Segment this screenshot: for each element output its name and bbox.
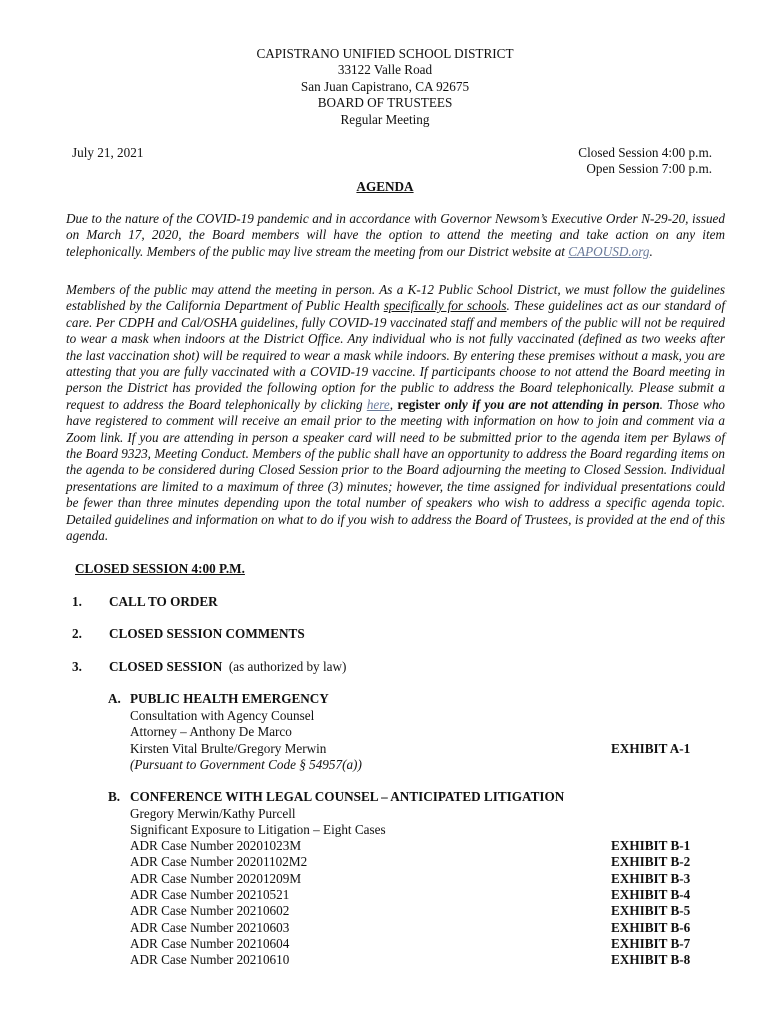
not-attending-bold: only if you are not attending in person: [444, 396, 660, 412]
public-participation-notice: [66, 282, 725, 545]
cdph-guidelines-link[interactable]: specifically for schools: [383, 298, 507, 314]
subitem-letter-b: B.: [108, 789, 121, 804]
closed-session-heading: CLOSED SESSION 4:00 P.M.: [75, 561, 245, 576]
public-text-1: Members of the public may attend the meeting in person. As a K-12 Public School District, we must follow the guidelines established by the California Department of Public Health: [66, 282, 725, 314]
register-here-link[interactable]: here: [366, 396, 390, 412]
case-exhibit: EXHIBIT B-8: [611, 952, 691, 967]
case-label: ADR Case Number 20210604: [130, 936, 290, 951]
agenda-title: AGENDA: [356, 179, 414, 194]
covid-notice-end: .: [649, 243, 653, 259]
address-line-1: 33122 Valle Road: [337, 62, 433, 78]
case-label: ADR Case Number 20210521: [130, 887, 290, 902]
case-exhibit: EXHIBIT B-7: [611, 936, 691, 951]
item-title-closed-session-comments: CLOSED SESSION COMMENTS: [109, 626, 305, 641]
case-exhibit: EXHIBIT B-4: [611, 887, 691, 902]
meeting-type: Regular Meeting: [340, 111, 430, 127]
public-text-4: . Those who have registered to comment will receive an email prior to the meeting with information on how to join and comment via a Zoom link. If you are attending in person a speaker card will need to be submitted prior to the agenda item per Bylaws of the Board 9323, Meeting Conduct. Members of the public shall have an opportunity to address the Board regarding items on the agenda to be considered during Closed Session prior to the Board adjourning the meeting to Closed Session. Individual presentations are limited to a maximum of three (3) minutes; however, the time assigned for individual presentations could be fewer than three minutes depending upon the total number of speakers who wish to address a specific agenda topic. Detailed guidelines and information on what to do if you wish to address the Board of Trustees, is provided at the end of this agenda.: [66, 396, 726, 544]
letterhead: [0, 46, 770, 128]
case-label: ADR Case Number 20201102M2: [130, 854, 308, 869]
meeting-date: July 21, 2021: [72, 145, 144, 160]
case-exhibit: EXHIBIT B-2: [611, 854, 691, 869]
register-bold: register: [397, 396, 445, 412]
district-name: CAPISTRANO UNIFIED SCHOOL DISTRICT: [256, 46, 514, 61]
item-title-call-to-order: CALL TO ORDER: [109, 594, 218, 609]
item-number: 2.: [72, 626, 82, 641]
subitem-b-title: CONFERENCE WITH LEGAL COUNSEL – ANTICIPATED LITIGATION: [130, 789, 565, 804]
public-text-3: ,: [389, 396, 398, 412]
public-text-2: . These guidelines act as our standard of care. Per CDPH and Cal/OSHA guidelines, fully COVID-19 vaccinated staff and members of the public will not be required to wear a mask when indoors at the District Office. Any individual who is not fully vaccinated (defined as two weeks after the last vaccination shot) will be required to wear a mask while indoors. By entering these premises without a mask, you are attesting that you are fully vaccinated with a COVID-19 vaccine. If participants choose to not attend the Board meeting in person the District has provided the following option for the public to address the Board telephonically. Please submit a request to address the Board telephonically by clicking: [66, 298, 725, 412]
address-line-2: San Juan Capistrano, CA 92675: [300, 78, 470, 94]
subitem-b-line: Significant Exposure to Litigation – Eight Cases: [130, 822, 386, 837]
item-title-closed-session: [109, 659, 346, 675]
subitem-a-line: Attorney – Anthony De Marco: [130, 724, 292, 739]
exhibit-a-1-label: EXHIBIT A-1: [611, 741, 691, 756]
session-times: [578, 145, 712, 178]
subitem-letter-a: A.: [108, 691, 121, 706]
case-label: ADR Case Number 20210602: [130, 903, 290, 918]
case-exhibit: EXHIBIT B-6: [611, 920, 691, 935]
board-name: BOARD OF TRUSTEES: [317, 95, 453, 111]
case-exhibit: EXHIBIT B-3: [611, 871, 691, 886]
subitem-b-line: Gregory Merwin/Kathy Purcell: [130, 806, 296, 821]
item-title-text: CLOSED SESSION: [109, 659, 223, 674]
closed-session-time: Closed Session 4:00 p.m.: [578, 145, 712, 160]
item-note: (as authorized by law): [228, 659, 347, 674]
case-label: ADR Case Number 20210603: [130, 920, 290, 935]
case-exhibit: EXHIBIT B-5: [611, 903, 691, 918]
subitem-a-citation: (Pursuant to Government Code § 54957(a)): [130, 757, 362, 772]
covid-notice: [66, 211, 725, 260]
subitem-a-line: Kirsten Vital Brulte/Gregory Merwin: [130, 741, 327, 756]
item-number: 3.: [72, 659, 82, 674]
open-session-time: Open Session 7:00 p.m.: [586, 161, 712, 177]
capousd-link[interactable]: CAPOUSD.org: [568, 243, 650, 259]
item-number: 1.: [72, 594, 82, 609]
case-label: ADR Case Number 20210610: [130, 952, 290, 967]
covid-notice-text: Due to the nature of the COVID-19 pandemic and in accordance with Governor Newsom’s Executive Order N-29-20, issued on March 17, 2020, the Board members will have the option to attend the meeting and take action on any item telephonically. Members of the public may live stream the meeting from our District website at: [66, 211, 725, 259]
subitem-a-line: Consultation with Agency Counsel: [130, 708, 315, 723]
case-label: ADR Case Number 20201209M: [130, 871, 302, 886]
case-exhibit: EXHIBIT B-1: [611, 838, 691, 853]
case-label: ADR Case Number 20201023M: [130, 838, 302, 853]
subitem-a-title: PUBLIC HEALTH EMERGENCY: [130, 691, 329, 706]
